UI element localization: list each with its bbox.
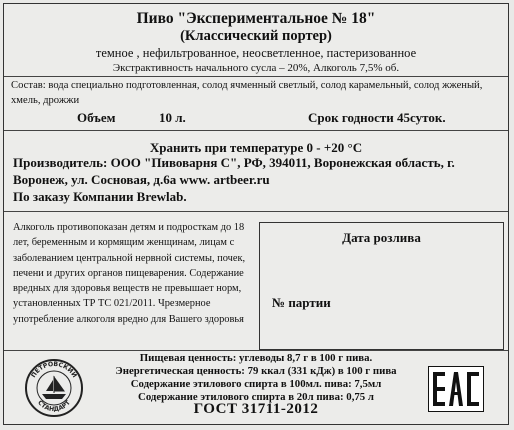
beer-label: [3, 3, 509, 425]
divider: [4, 350, 508, 351]
product-title: Пиво "Экспериментальное № 18": [136, 10, 376, 27]
nutrition-line: Содержание этилового спирта в 20л пива: 0,75 л: [138, 391, 374, 403]
batch-number-label: № партии: [272, 295, 331, 310]
svg-text:ПЕТРОВСКИЙ: [30, 361, 80, 379]
extract-alcohol-line: Экстрактивность начального сусла – 20%, Алкоголь 7,5% об.: [112, 62, 400, 74]
gost-standard: ГОСТ 31711-2012: [193, 401, 319, 417]
stamp-bottom-text: СТАНДАРТ: [36, 399, 72, 414]
health-warning: Алкоголь противопоказан детям и подросткам до 18 лет, беременным и кормящим женщинам, лицам с заболеванием центральной нервной системы, почек, печени и других органов пищеварения. Содержание вредных для здоровья веществ не превышает норм, установленных ТР ТС 021/2011. Чрезмерное употребление алкоголя вредно для Вашего здоровья: [13, 222, 246, 325]
svg-text:СТАНДАРТ: [36, 399, 72, 413]
bottling-info-box: [259, 222, 504, 350]
order-info: По заказу Компании Brewlab.: [13, 189, 187, 204]
storage-conditions: Хранить при температуре 0 - +20 °С: [149, 140, 363, 155]
eac-mark-text: EAC: [455, 410, 457, 411]
volume-label: Объем: [77, 110, 116, 125]
nutrition-line: Энергетическая ценность: 79 ккал (331 кДж) в 100 г пива: [115, 365, 397, 377]
eac-mark-icon: [428, 366, 484, 412]
divider: [4, 130, 508, 131]
volume-value: 10 л.: [159, 110, 186, 125]
petrovsky-standard-stamp-icon: [24, 358, 84, 418]
divider: [4, 76, 508, 77]
nutrition-line: Пищевая ценность: углеводы 8,7 г в 100 г пива.: [139, 352, 373, 364]
shelf-life: Срок годности 45суток.: [308, 110, 446, 125]
producer-info: Производитель: ООО "Пивоварня С", РФ, 394011, Воронежская область, г. Воронеж, ул. Сосновая, д.6а www. artbeer.ru: [13, 155, 455, 187]
composition-text: Состав: вода специально подготовленная, солод ячменный светлый, солод карамельный, солод жженый, хмель, дрожжи: [11, 80, 483, 106]
product-description: темное , нефильтрованное, неосветленное, пастеризованное: [95, 46, 417, 60]
bottling-date-label: Дата розлива: [342, 230, 421, 245]
nutrition-line: Содержание этилового спирта в 100мл. пива: 7,5мл: [130, 378, 382, 390]
divider: [4, 211, 508, 212]
stamp-top-text: ПЕТРОВСКИЙ: [30, 360, 78, 380]
product-subtitle: (Классический портер): [180, 28, 332, 44]
